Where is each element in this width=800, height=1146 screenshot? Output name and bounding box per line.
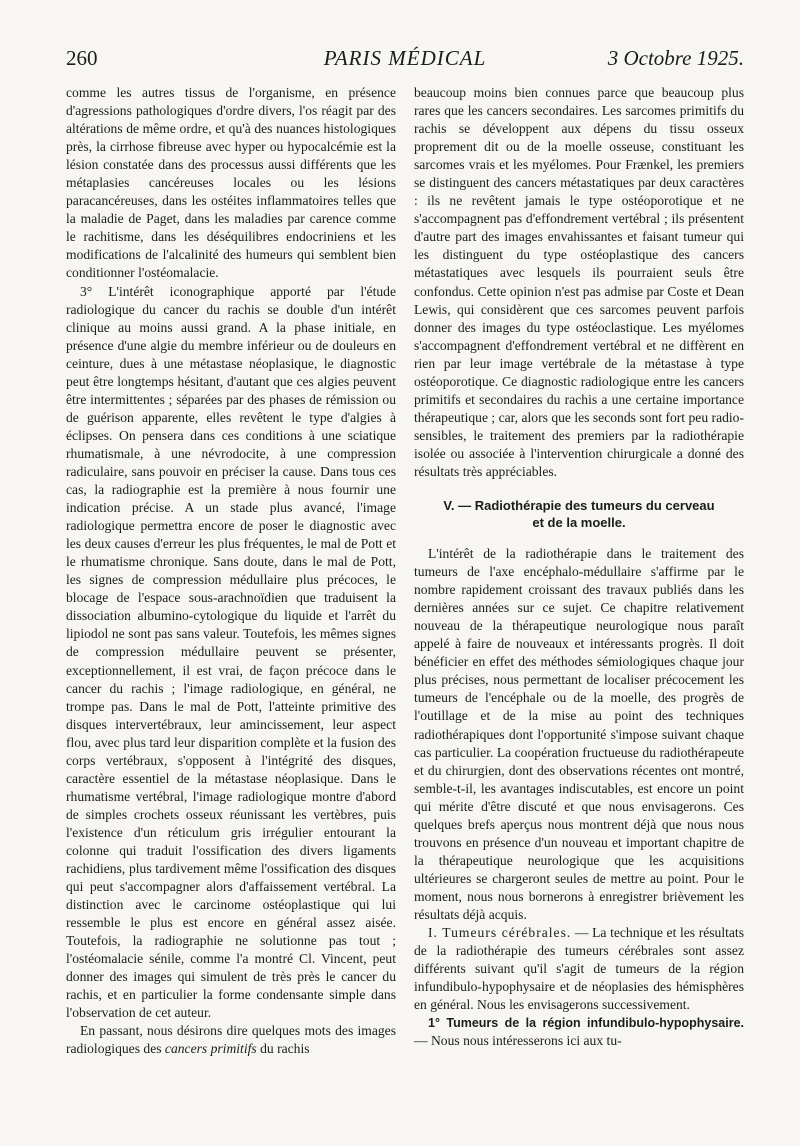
running-header (66, 46, 744, 80)
subsection-label: I. Tumeurs cérébrales. (428, 925, 572, 941)
journal-title: PARIS MÉDICAL (323, 46, 487, 70)
text-run: — La technique et les résultats de la radiothérapie des tumeurs cérébrales sont assez différents suivant qu'il s'agit de tumeurs de la région infundibulo-hypophysaire et de néoplasies des hémisphères en général. Nous les envisagerons successivement. (414, 925, 744, 1013)
paragraph: beaucoup moins bien connues parce que beaucoup plus rares que les cancers secondaires. Les sarcomes primitifs du rachis se développent aux dépens du tissu osseux proprement dit ou de la moelle osseuse, constituant les sarcomes vrais et les myélomes. Pour Frænkel, les premiers se distinguent des cancers métastatiques par deux caractères : ils ne revêtent jamais le type ostéoporotique et ne s'accompagnent pas d'effondrement vertébral ; ils présentent d'autre part des images envahissantes et faisant tumeur qui les distinguent du type ostéoplastique des cancers métastatiques avec lesquels ils pourraient seuls être confondus. Cette opinion n'est pas admise par Coste et Dean Lewis, qui considèrent que ces sarcomes peuvent parfois donner des images du type ostéoclastique. Les myélomes s'accompagnent d'effondrement vertébral et ne diffèrent en rien par leur image vertébrale de la métastase à type ostéoporotique. Ce diagnostic radiologique entre les cancers primitifs et secondaires du rachis a une certaine importance thérapeutique ; car, alors que les seconds sont fort peu radio-sensibles, le traitement des premiers par la radiothérapie isolée ou associée à l'intervention chirurgicale a donné des résultats très appréciables. (414, 85, 744, 479)
issue-date: 3 Octobre 1925. (607, 46, 744, 70)
section-heading-line: V. — Radiothérapie des tumeurs du cerveau (443, 498, 715, 514)
paragraph (66, 1022, 396, 1058)
paragraph: comme les autres tissus de l'organisme, en présence d'agressions pathologiques d'ordre divers, l'os réagit par des altérations de même ordre, et qu'à des nuances histologiques près, la cirrhose fibreuse avec hyper ou hypocalcémie est la lésion constatée dans des processus aussi différents que les métaplasies cancéreuses locales ou les lésions paracancéreuses, dans les ostéites inflammatoires telles que la maladie de Paget, dans les maladies par carence comme le rachitisme, dans les déséquilibres endocriniens et les modifications de l'alcalinité des humeurs qui semblent bien conditionner l'ostéomalacie. (66, 85, 396, 281)
text-run: En passant, nous désirons dire quelques mots des images radiologiques des (66, 1023, 396, 1057)
paragraph (414, 924, 744, 1014)
text-run: — Nous nous intéresserons ici aux tu- (414, 1033, 622, 1049)
text-run: du rachis (260, 1041, 310, 1057)
subsection-label: 1° Tumeurs de la région infundibulo-hypophysaire. (428, 1016, 744, 1031)
section-heading (414, 497, 744, 531)
text-columns (66, 84, 744, 1059)
page-number: 260 (66, 46, 98, 70)
section-heading-line: et de la moelle. (532, 515, 626, 531)
paragraph (414, 1014, 744, 1050)
right-column (414, 84, 744, 1059)
emphasis: cancers primitifs (164, 1041, 257, 1057)
left-column (66, 84, 396, 1059)
paragraph: L'intérêt de la radiothérapie dans le traitement des tumeurs de l'axe encéphalo-médullaire s'affirme par le nombre rapidement croissant des travaux publiés dans les dernières années sur ce sujet. Ce chapitre relativement nouveau de la thérapeutique neurologique nous paraît appelé à faire de nouveaux et intéressants progrès. Il doit bénéficier en effet des méthodes sémiologiques chaque jour plus précises, nous permettant de localiser précocement les tumeurs de l'encéphale ou de la moelle, des progrès de l'outillage et de la mise au point des techniques radiothérapiques dont l'opportunité s'impose suivant chaque cas particulier. La coopération fructueuse du radiothérapeute et du chirurgien, dont des observations récentes ont montré, semble-t-il, les avantages indiscutables, est encore un point qui mérite d'être discuté et que nous envisagerons. Ces quelques brefs aperçus nous montrent déjà que nous nous trouvons en présence d'un nouveau et important chapitre de la thérapeutique neurologique que les acquisitions ultérieures se chargeront seules de mettre au point. Pour le moment, nous nous bornerons à enregistrer brièvement les résultats déjà acquis. (414, 546, 744, 922)
paragraph: 3° L'intérêt iconographique apporté par l'étude radiologique du cancer du rachis se double d'un intérêt clinique au moins aussi grand. A la phase initiale, en présence d'une algie du membre inférieur ou de douleurs en ceinture, dues à une métastase néoplasique, le diagnostic peut être longtemps hésitant, d'autant que ces algies peuvent être intermittentes ; séparées par des phases de rémission ou de guérison apparente, elles revêtent le type d'algies à éclipses. On pensera dans ces conditions à une sciatique rhumatismale, à une névrodocite, à une compression radiculaire, sans pouvoir en préciser la cause. Dans tous ces cas, la radiographie est la première à nous fournir une indication précise. A un stade plus avancé, l'image radiologique permettra encore de poser le diagnostic avec les deux causes d'erreur les plus fréquentes, le mal de Pott et le rhumatisme chronique. Sans doute, dans le mal de Pott, les signes de compression médullaire plus précoces, le blocage de l'espace sous-arachnoïdien que traduisent la dissociation albumino-cytologique du liquide et l'arrêt du lipiodol ne sont pas sans valeur. Toutefois, les mêmes signes de compression médullaire peuvent se présenter, exceptionnellement, il est vrai, de façon précoce dans le cancer du rachis ; l'image radiologique, en général, ne trompe pas. Dans le mal de Pott, l'atteinte primitive des disques intervertébraux, leur amincissement, leur aspect flou, avec plus tard leur disparition complète et la fusion des corps vertébraux, s'opposent à l'intégrité des disques, caractère essentiel de la métastase néoplasique. Dans le rhumatisme vertébral, l'image radiologique montre d'abord de simples crochets osseux réunissant les vertèbres, puis l'existence d'un réticulum gris irrégulier entourant la colonne qui traduit l'ossification des divers ligaments rachidiens, plus tardivement même l'ossification des disques qui peut s'accompagner alors d'affaissement vertébral. La distinction avec le carcinome ostéoplastique qui lui ressemble le plus est encore en général assez aisée. Toutefois, la radiographie ne solutionne pas tout ; l'ostéomalacie sénile, comme l'a montré Cl. Vincent, peut donner des images qui simulent de très près le cancer du rachis, et en particulier la forme condensante simple dans l'observation de cet auteur. (66, 283, 396, 1021)
